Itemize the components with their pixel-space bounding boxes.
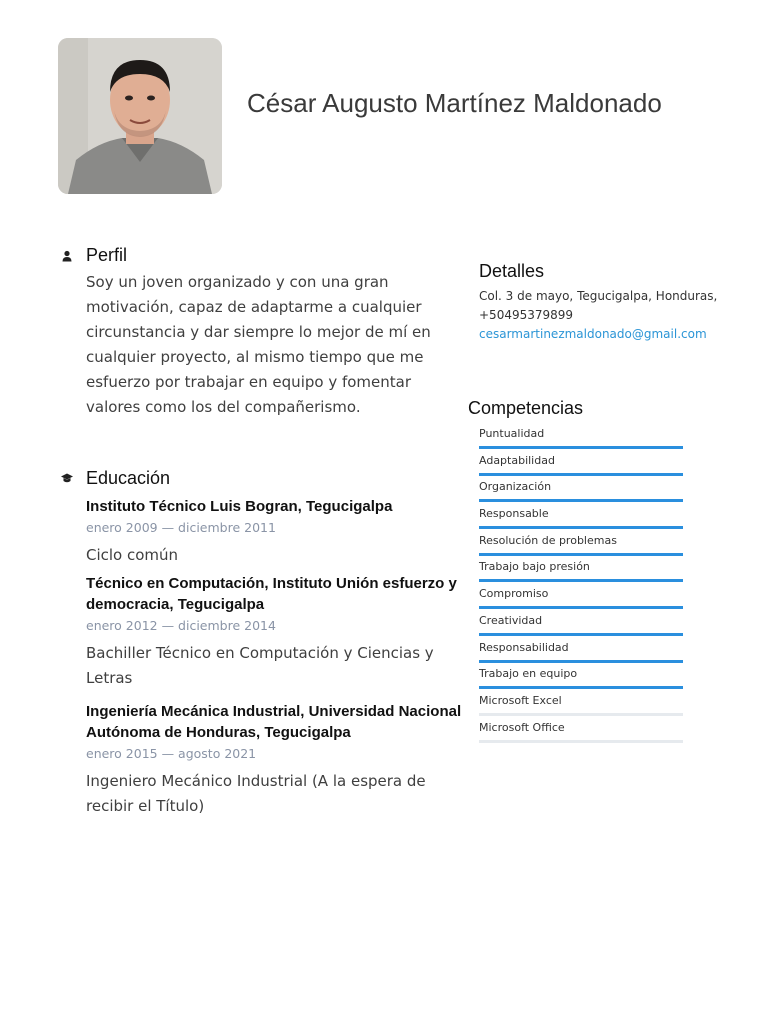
details-title: Detalles <box>479 261 545 281</box>
skill-bar-track <box>479 633 683 636</box>
address-text: Col. 3 de mayo, Tegucigalpa, Honduras, <box>479 289 718 303</box>
skill-item <box>479 612 683 639</box>
skill-item <box>479 505 683 532</box>
skill-bar-track <box>479 713 683 716</box>
skill-label: Responsable <box>479 507 549 521</box>
skill-bar-fill <box>479 553 683 556</box>
skills-title: Competencias <box>468 398 584 418</box>
education-section-title: Educación <box>86 468 171 488</box>
skill-item <box>479 719 683 746</box>
skill-label: Resolución de problemas <box>479 533 617 547</box>
profile-photo <box>58 38 222 194</box>
skill-item <box>479 452 683 479</box>
skill-item <box>479 532 683 559</box>
skill-label: Trabajo bajo presión <box>479 560 590 574</box>
person-icon <box>60 249 74 263</box>
education-dates: enero 2012 — diciembre 2014 <box>86 618 276 633</box>
skill-label: Microsoft Excel <box>479 693 562 707</box>
skill-item <box>479 425 683 452</box>
skill-bar-track <box>479 686 683 689</box>
skill-bar-track <box>479 473 683 476</box>
skill-label: Responsabilidad <box>479 640 569 654</box>
skill-item <box>479 692 683 719</box>
education-dates: enero 2015 — agosto 2021 <box>86 746 257 761</box>
skill-bar-track <box>479 579 683 582</box>
skill-bar-fill <box>479 473 683 476</box>
skill-bar-track <box>479 740 683 743</box>
skill-bar-fill <box>479 660 683 663</box>
education-entry <box>86 496 466 568</box>
skill-label: Compromiso <box>479 587 549 601</box>
skill-label: Microsoft Office <box>479 720 565 734</box>
education-entry <box>86 701 466 819</box>
email-link[interactable]: cesarmartinezmaldonado@gmail.com <box>479 327 707 341</box>
skill-item <box>479 558 683 585</box>
skill-bar-track <box>479 499 683 502</box>
education-dates: enero 2009 — diciembre 2011 <box>86 520 276 535</box>
education-institution: Técnico en Computación, Instituto Unión esfuerzo y democracia, Tegucigalpa <box>86 575 457 613</box>
profile-text: Soy un joven organizado y con una gran motivación, capaz de adaptarme a cualquier circunstancia y dar siempre lo mejor de mí en cualquier proyecto, al mismo tiempo que me esfuerzo por trabajar en equipo y fomentar valores como los del compañerismo. <box>86 273 431 416</box>
skill-bar-track <box>479 446 683 449</box>
skill-item <box>479 478 683 505</box>
skill-item <box>479 585 683 612</box>
details-block <box>479 287 739 344</box>
skill-label: Adaptabilidad <box>479 453 555 467</box>
graduation-cap-icon <box>60 471 74 485</box>
skill-label: Puntualidad <box>479 427 545 440</box>
skill-bar-track <box>479 606 683 609</box>
skill-bar-fill <box>479 579 683 582</box>
phone-text: +50495379899 <box>479 308 574 322</box>
candidate-name: César Augusto Martínez Maldonado <box>247 88 662 118</box>
education-description: Bachiller Técnico en Computación y Ciencias y Letras <box>86 644 434 687</box>
profile-section-title: Perfil <box>86 245 128 265</box>
skill-bar-fill <box>479 446 683 449</box>
skill-bar-fill <box>479 633 683 636</box>
skill-item <box>479 639 683 666</box>
skill-bar-fill <box>479 526 683 529</box>
education-entry <box>86 573 466 691</box>
skill-bar-fill <box>479 499 683 502</box>
education-institution: Instituto Técnico Luis Bogran, Tegucigalpa <box>86 498 393 515</box>
skill-bar-track <box>479 553 683 556</box>
education-institution: Ingeniería Mecánica Industrial, Universidad Nacional Autónoma de Honduras, Tegucigalpa <box>86 703 462 741</box>
skill-bar-fill <box>479 606 683 609</box>
education-description: Ciclo común <box>86 546 179 564</box>
skill-label: Trabajo en equipo <box>479 667 578 681</box>
education-description: Ingeniero Mecánico Industrial (A la espera de recibir el Título) <box>86 772 426 815</box>
skill-bar-track <box>479 526 683 529</box>
skill-item <box>479 665 683 692</box>
skill-label: Creatividad <box>479 613 543 627</box>
skill-bar-fill <box>479 686 683 689</box>
skill-bar-track <box>479 660 683 663</box>
skill-label: Organización <box>479 480 552 494</box>
skills-list <box>479 425 683 745</box>
